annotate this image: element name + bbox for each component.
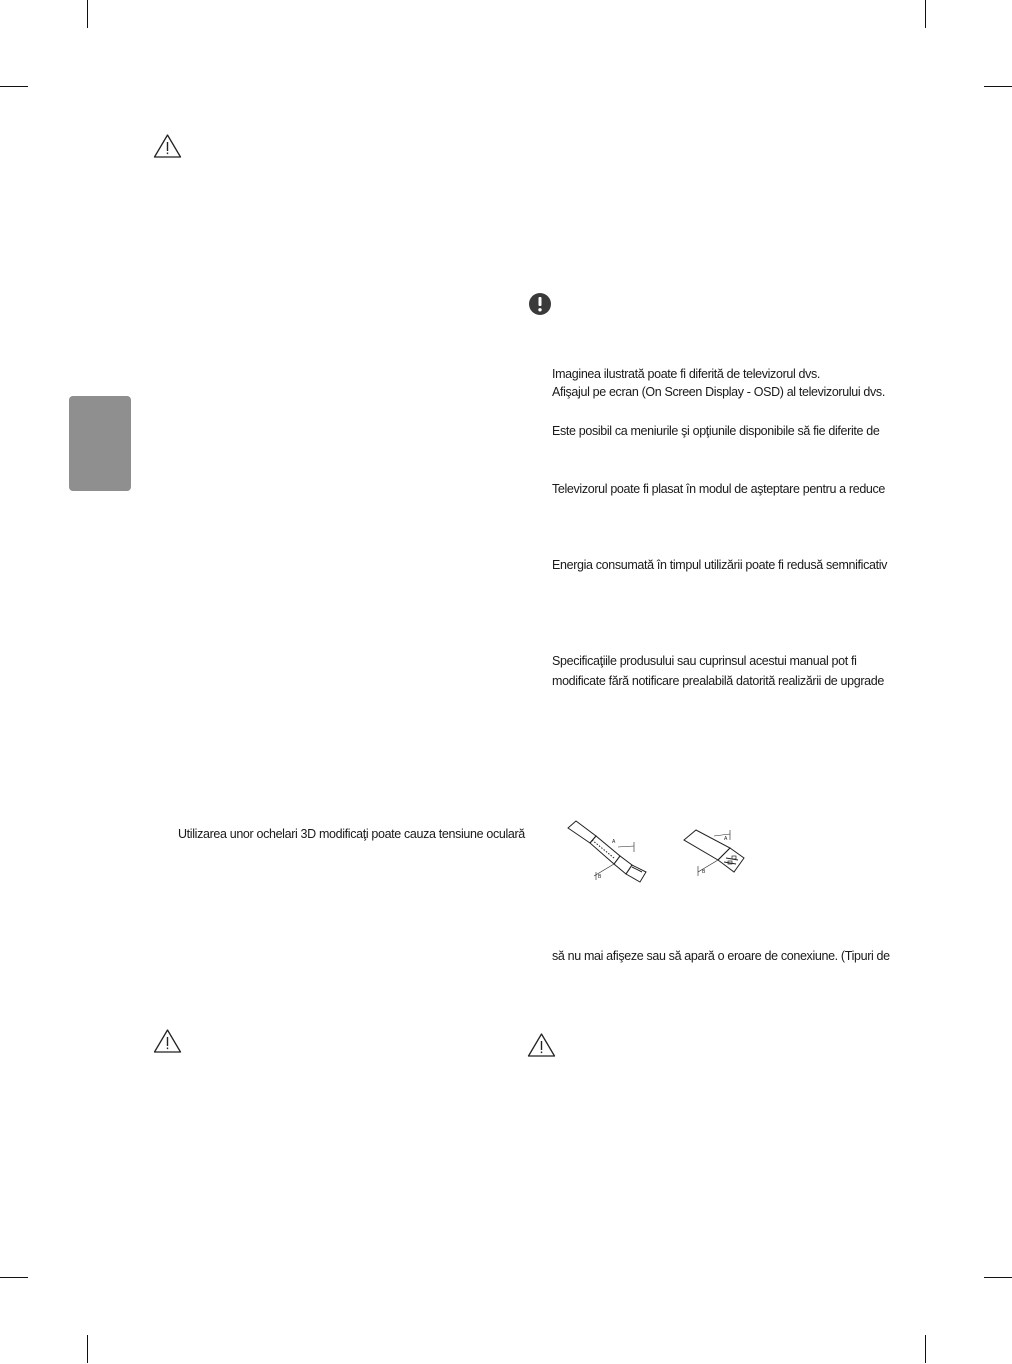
hdmi-cable-illustration [562,818,654,890]
svg-text:A: A [724,836,728,842]
crop-mark [87,1335,88,1363]
note-line: Specificaţiile produsului sau cuprinsul acestui manual pot fi [552,654,857,668]
warning-triangle-icon [153,133,182,159]
note-line: Este posibil ca meniurile şi opţiunile disponibile să fie diferite de [552,424,880,438]
svg-text:B: B [598,874,602,880]
warning-triangle-icon [153,1028,182,1054]
crop-mark [925,0,926,28]
usb-stick-illustration [680,826,748,886]
note-line: Afişajul pe ecran (On Screen Display - OSD) al televizorului dvs. [552,385,885,399]
crop-mark [87,0,88,28]
svg-text:A: A [612,839,616,845]
crop-mark [0,1277,28,1278]
exclamation-circle-icon [528,292,552,316]
crop-mark [984,1277,1012,1278]
side-language-tab [69,396,131,491]
svg-text:B: B [702,869,706,875]
warning-triangle-icon [527,1032,556,1058]
note-line: Imaginea ilustrată poate fi diferită de televizorul dvs. [552,367,821,381]
usb-note-line: să nu mai afişeze sau să apară o eroare de conexiune. (Tipuri de [552,949,890,963]
glasses-warning-line: Utilizarea unor ochelari 3D modificaţi poate cauza tensiune oculară [178,827,525,841]
crop-mark [984,86,1012,87]
note-line: Energia consumată în timpul utilizării poate fi redusă semnificativ [552,558,888,572]
note-line: modificate fără notificare prealabilă datorită realizării de upgrade [552,674,884,688]
note-line: Televizorul poate fi plasat în modul de aşteptare pentru a reduce [552,482,886,496]
crop-mark [0,86,28,87]
crop-mark [925,1335,926,1363]
